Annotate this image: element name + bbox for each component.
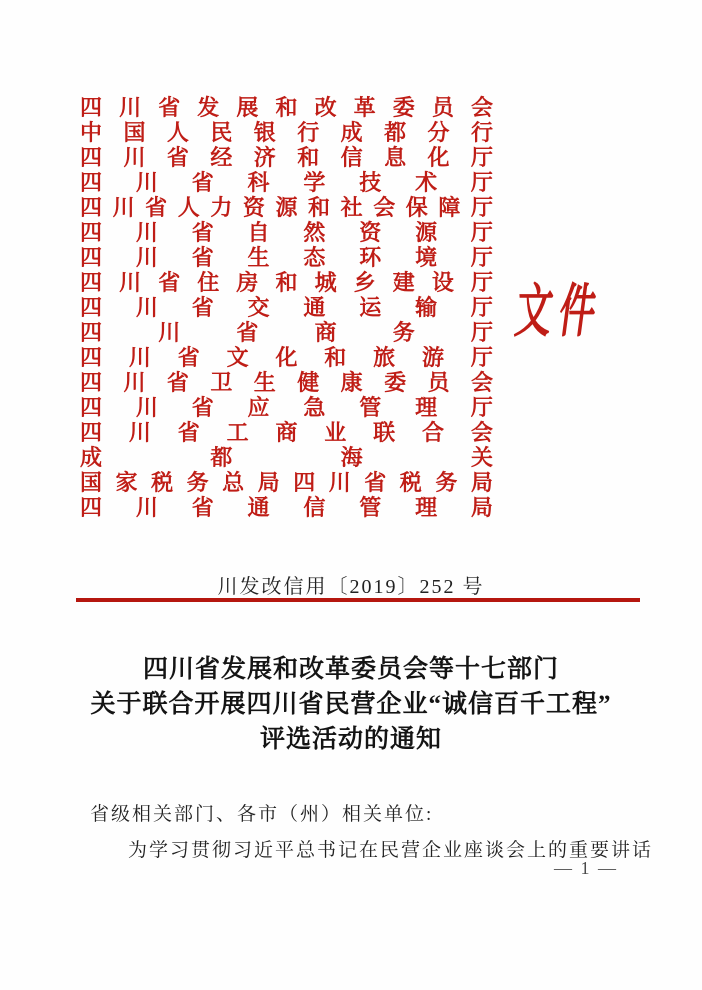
department-name: 四 川 省 住 房 和 城 乡 建 设 厅 bbox=[80, 270, 493, 295]
title-line-1: 四川省发展和改革委员会等十七部门 bbox=[142, 656, 559, 683]
document-reference-number: 川发改信用〔2019〕252 号 bbox=[217, 576, 485, 598]
department-name: 成 都 海 关 bbox=[80, 445, 493, 470]
title-line-3: 评选活动的通知 bbox=[259, 726, 442, 753]
salutation-line: 省级相关部门、各市（州）相关单位: bbox=[90, 804, 434, 825]
body-paragraph: 为学习贯彻习近平总书记在民营企业座谈会上的重要讲话 bbox=[128, 840, 654, 861]
document-label-wenjian: 文件 bbox=[511, 279, 608, 344]
document-title bbox=[0, 652, 702, 757]
department-name: 国 家 税 务 总 局 四 川 省 税 务 局 bbox=[80, 470, 493, 495]
department-name: 四 川 省 商 务 厅 bbox=[80, 320, 493, 345]
issuing-departments-block bbox=[80, 95, 493, 520]
department-name: 四 川 省 工 商 业 联 合 会 bbox=[80, 420, 493, 445]
department-name: 四 川 省 应 急 管 理 厅 bbox=[80, 395, 493, 420]
department-name: 四 川 省 通 信 管 理 局 bbox=[80, 495, 493, 520]
red-divider-line bbox=[76, 598, 640, 602]
title-line-2: 关于联合开展四川省民营企业“诚信百千工程” bbox=[90, 691, 612, 718]
department-name: 四 川 省 交 通 运 输 厅 bbox=[80, 295, 493, 320]
department-name: 四 川 省 科 学 技 术 厅 bbox=[80, 170, 493, 195]
department-name: 四 川 省 人 力 资 源 和 社 会 保 障 厅 bbox=[80, 195, 493, 220]
department-name: 四 川 省 发 展 和 改 革 委 员 会 bbox=[80, 95, 493, 120]
department-name: 四 川 省 卫 生 健 康 委 员 会 bbox=[80, 370, 493, 395]
department-name: 四 川 省 生 态 环 境 厅 bbox=[80, 245, 493, 270]
page-number: — 1 — bbox=[554, 858, 618, 878]
department-name: 四 川 省 经 济 和 信 息 化 厅 bbox=[80, 145, 493, 170]
department-name: 四 川 省 自 然 资 源 厅 bbox=[80, 220, 493, 245]
department-name: 四 川 省 文 化 和 旅 游 厅 bbox=[80, 345, 493, 370]
department-name: 中 国 人 民 银 行 成 都 分 行 bbox=[80, 120, 493, 145]
